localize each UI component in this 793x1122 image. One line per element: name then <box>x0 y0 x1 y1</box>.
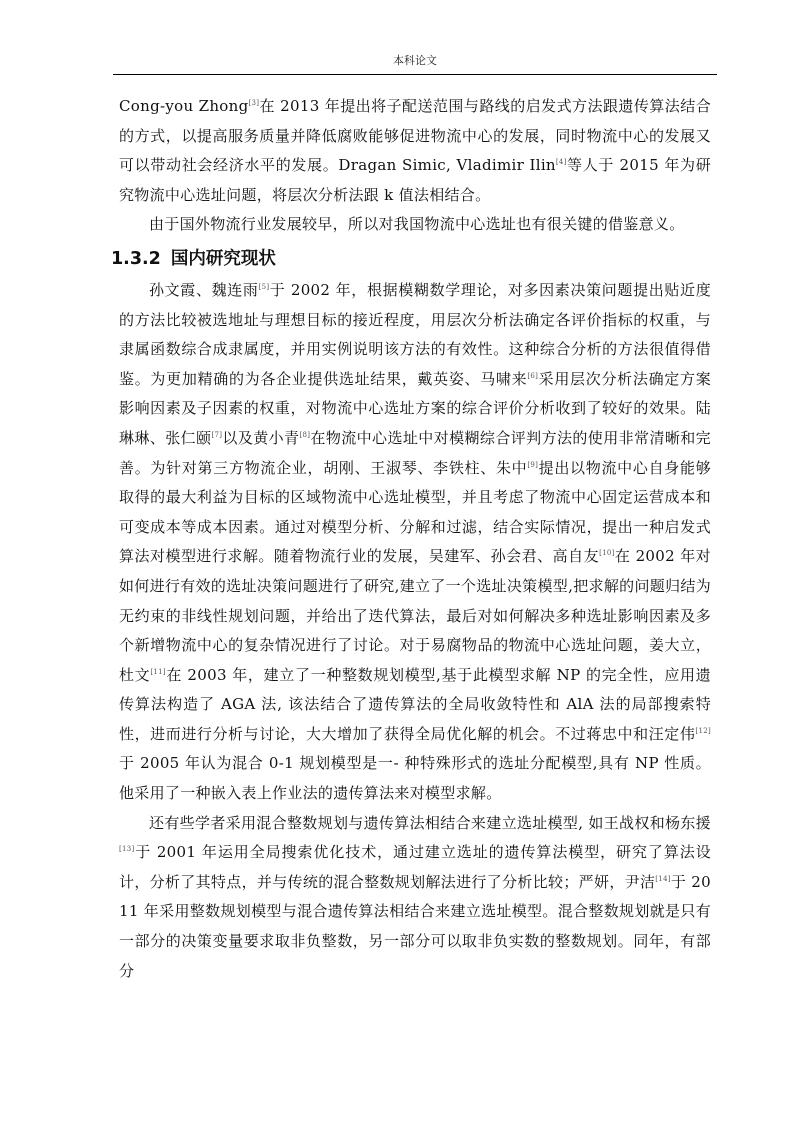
citation-11: [11] <box>150 667 166 676</box>
closing-text-3: 于 2011 年采用整数规划模型与混合遗传算法相结合来建立选址模型。混合整数规划就是只有一部分的决策变量要求取非负整数，另一部分可以取非负实数的整数规划。同年，有部分 <box>119 872 711 980</box>
citation-12: [12] <box>695 726 711 735</box>
section-number: 1.3.2 <box>111 248 161 269</box>
section-heading <box>111 244 703 274</box>
citation-10: [10] <box>599 549 615 558</box>
citation-9: [9] <box>527 460 539 469</box>
domestic-research-paragraph <box>119 276 711 809</box>
closing-text-2: 于 2001 年运用全局搜索优化技术，通过建立选址的遗传算法模型，研究了算法设计，分析了其特点，并与传统的混合整数规划解法进行了分析比较；严妍，尹洁 <box>119 843 711 891</box>
citation-14: [14] <box>655 874 671 883</box>
citation-4: [4] <box>555 158 567 167</box>
citation-3: [3] <box>248 99 260 107</box>
domestic-text-4: 以及黄小青 <box>222 428 300 447</box>
header-rule <box>113 74 717 75</box>
citation-5: [5] <box>258 282 270 291</box>
domestic-text-5: 在物流中心选址中对模糊综合评判方法的使用非常清晰和完善。为针对第三方物流企业，胡刚、王淑琴、李铁柱、朱中 <box>119 428 711 477</box>
domestic-text-1: 孙文霞、魏连雨 <box>149 280 259 299</box>
closing-paragraph <box>119 809 711 987</box>
intro-text-2: 在 2013 年提出将子配送范围与路线的启发式方法跟遗传算法结合的方式，以提高服务质量并降低腐败能够促进物流中心的发展，同时物流中心的发展又可以带动社会经济水平的发展。Dragan Simic, Vladimir Ilin <box>119 97 712 175</box>
intro-text-3: 等人于 2015 年为研究物流中心选址问题，将层次分析法跟 k 值法相结合。 <box>119 156 712 204</box>
domestic-text-3: 采用层次分析法确定方案影响因素及子因素的权重，对物流中心选址方案的综合评价分析收到了较好的效果。陆琳琳、张仁颐 <box>119 369 711 447</box>
domestic-text-6: 提出以物流中心自身能够取得的最大利益为目标的区域物流中心选址模型，并且考虑了物流中心固定运营成本和可变成本等成本因素。通过对模型分析、分解和过滤，结合实际情况，提出一种启发式算法对模型进行求解。随着物流行业的发展，吴建军、孙会君、高自友 <box>119 458 711 566</box>
body-content <box>111 92 712 986</box>
summary-paragraph: 由于国外物流行业发展较早，所以对我国物流中心选址也有很关键的借鉴意义。 <box>149 215 685 234</box>
domestic-text-8: 在 2003 年，建立了一种整数规划模型,基于此模型求解 NP 的完全性，应用遗传算法构造了 AGA 法, 该法结合了遗传算法的全局收敛特性和 AlA 法的局部搜索特性，进而进行分析与讨论，大大增加了获得全局优化解的机会。不过蒋忠中和汪定伟 <box>119 665 711 743</box>
citation-8: [8] <box>299 430 311 439</box>
intro-text-1: Cong-you Zhong <box>119 97 249 115</box>
running-header: 本科论文 <box>393 54 437 67</box>
section-title: 国内研究现状 <box>170 248 276 269</box>
citation-13: [13] <box>119 845 135 854</box>
domestic-text-2: 于 2002 年，根据模糊数学理论，对多因素决策问题提出贴近度的方法比较被选地址与理想目标的接近程度，用层次分析法确定各评价指标的权重，与隶属函数综合成隶属度，并用实例说明该方法的有效性。这种综合分析的方法很值得借鉴。为更加精确的为各企业提供选址结果，戴英姿、马啸来 <box>119 280 712 388</box>
domestic-text-7: 在 2002 年对如何进行有效的选址决策问题进行了研究,建立了一个选址决策模型,把求解的问题归结为无约束的非线性规划问题，并给出了迭代算法，最后对如何解决多种选址影响因素及多个新增物流中心的复杂情况进行了讨论。对于易腐物品的物流中心选址问题，姜大立，杜文 <box>119 547 711 684</box>
intro-paragraph <box>119 92 711 210</box>
closing-text-1: 还有些学者采用混合整数规划与遗传算法相结合来建立选址模型, 如王战权和杨东援 <box>149 813 711 832</box>
domestic-text-9: 于 2005 年认为混合 0-1 规划模型是一- 种特殊形式的选址分配模型,具有 NP 性质。他采用了一种嵌入表上作业法的遗传算法来对模型求解。 <box>119 754 711 803</box>
citation-6: [6] <box>527 371 539 380</box>
citation-7: [7] <box>211 430 223 439</box>
